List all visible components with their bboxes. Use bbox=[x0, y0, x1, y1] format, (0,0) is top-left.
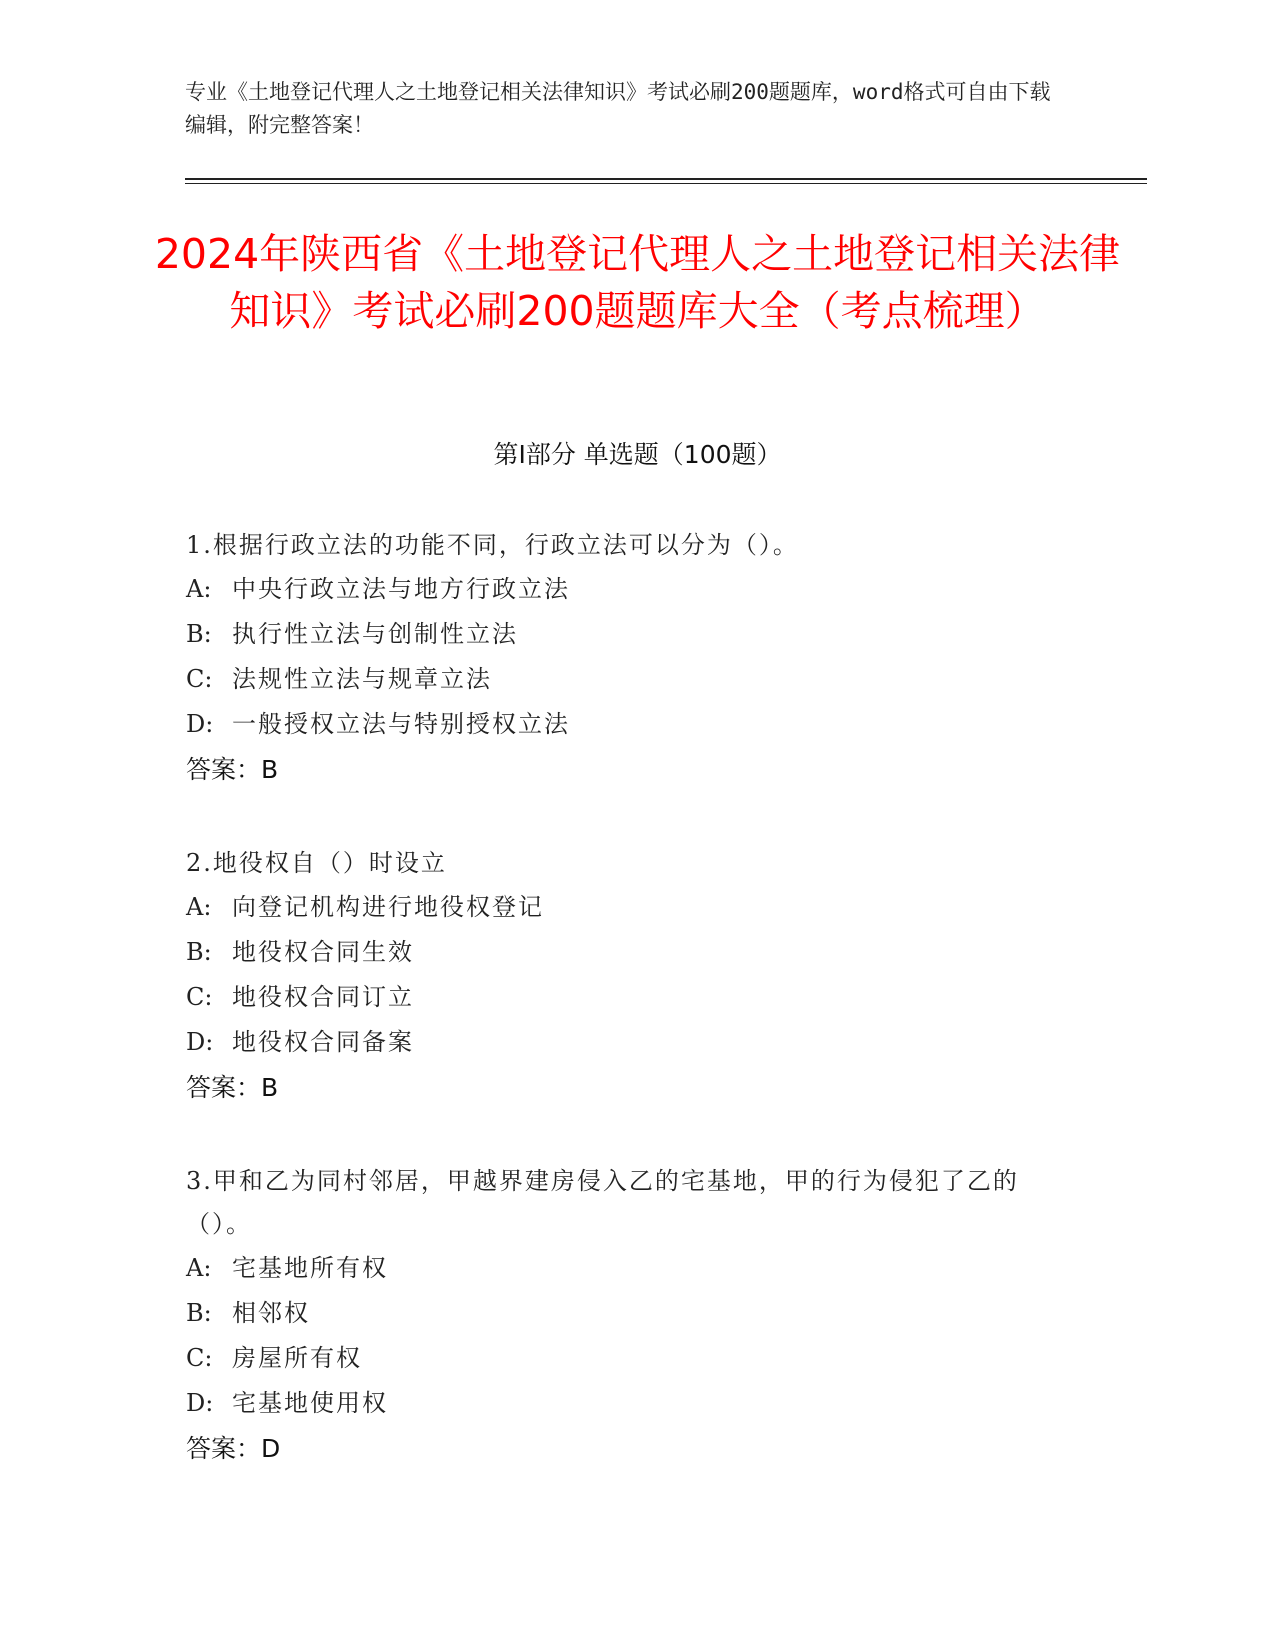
option-letter: D: bbox=[186, 1028, 214, 1056]
option-letter: B: bbox=[186, 620, 212, 648]
answer-line: 答案：B bbox=[186, 755, 279, 784]
option-letter: D: bbox=[186, 1389, 214, 1417]
document-title: 2024年陕西省《土地登记代理人之土地登记相关法律知识》考试必刷200题题库大全（考点梳理） bbox=[154, 230, 1121, 335]
option-a bbox=[186, 885, 1056, 930]
option-letter: C: bbox=[186, 665, 213, 693]
option-d bbox=[186, 1020, 1056, 1065]
option-text: 房屋所有权 bbox=[232, 1344, 362, 1372]
option-text: 相邻权 bbox=[232, 1299, 310, 1327]
option-letter: A: bbox=[186, 893, 212, 921]
answer-line: 答案：D bbox=[186, 1434, 281, 1463]
option-letter: A: bbox=[186, 575, 212, 603]
header-divider-thick bbox=[185, 178, 1147, 180]
option-text: 地役权合同订立 bbox=[232, 983, 414, 1011]
header-note: 专业《土地登记代理人之土地登记相关法律知识》考试必刷200题题库，word格式可自由下载编辑，附完整答案！ bbox=[185, 80, 1051, 137]
question-1 bbox=[186, 524, 1056, 792]
option-text: 法规性立法与规章立法 bbox=[232, 665, 492, 693]
option-c bbox=[186, 1336, 1056, 1381]
option-b bbox=[186, 1291, 1056, 1336]
question-stem: 1.根据行政立法的功能不同，行政立法可以分为（）。 bbox=[186, 531, 799, 559]
option-letter: D: bbox=[186, 710, 214, 738]
option-text: 执行性立法与创制性立法 bbox=[232, 620, 518, 648]
option-text: 宅基地使用权 bbox=[232, 1389, 388, 1417]
option-letter: C: bbox=[186, 1344, 213, 1372]
option-b bbox=[186, 612, 1056, 657]
option-d bbox=[186, 702, 1056, 747]
option-text: 宅基地所有权 bbox=[232, 1254, 388, 1282]
header-divider-thin bbox=[185, 183, 1147, 184]
option-text: 一般授权立法与特别授权立法 bbox=[232, 710, 570, 738]
option-letter: B: bbox=[186, 1299, 212, 1327]
question-stem: 2.地役权自（）时设立 bbox=[186, 849, 447, 877]
option-c bbox=[186, 657, 1056, 702]
option-d bbox=[186, 1381, 1056, 1426]
question-stem: 3.甲和乙为同村邻居，甲越界建房侵入乙的宅基地，甲的行为侵犯了乙的（）。 bbox=[186, 1167, 1019, 1238]
answer-line: 答案：B bbox=[186, 1073, 279, 1102]
option-text: 地役权合同备案 bbox=[232, 1028, 414, 1056]
option-letter: A: bbox=[186, 1254, 212, 1282]
option-letter: B: bbox=[186, 938, 212, 966]
option-c bbox=[186, 975, 1056, 1020]
option-a bbox=[186, 1246, 1056, 1291]
option-text: 向登记机构进行地役权登记 bbox=[232, 893, 544, 921]
option-text: 中央行政立法与地方行政立法 bbox=[232, 575, 570, 603]
question-3 bbox=[186, 1160, 1056, 1471]
option-a bbox=[186, 567, 1056, 612]
option-b bbox=[186, 930, 1056, 975]
option-text: 地役权合同生效 bbox=[232, 938, 414, 966]
section-heading: 第I部分 单选题（100题） bbox=[493, 440, 782, 469]
question-2 bbox=[186, 842, 1056, 1110]
option-letter: C: bbox=[186, 983, 213, 1011]
